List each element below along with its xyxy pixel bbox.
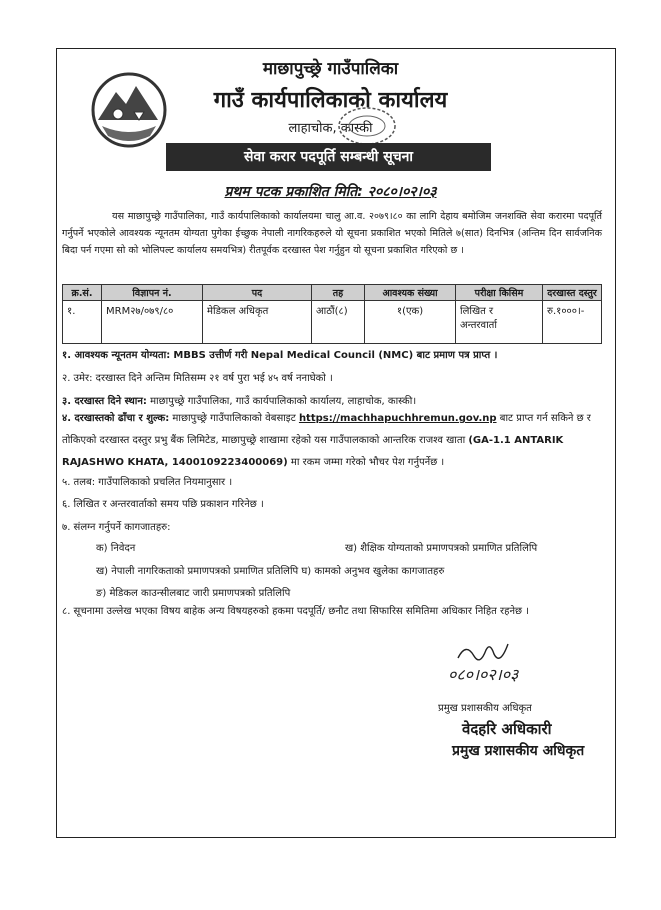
office-stamp: [335, 104, 399, 148]
cell-adv-no: MRM२७/०७९/८०: [102, 301, 203, 344]
cell-exam: [456, 301, 543, 344]
point-4-text-2: बाट प्राप्त गर्न सकिने छ र तोकिएको दरखास्त दस्तुर प्रभु बैंक लिमिटेड, माछापुच्छ्रे शाखामा रहेको यस गाउँपालकाको आन्तरिक राजश्व खाता: [62, 413, 591, 446]
handwritten-signature: [440, 636, 560, 686]
notice-title: सेवा करार पदपूर्ति सम्बन्धी सूचना: [166, 143, 491, 171]
publish-date: प्रथम पटक प्रकाशित मिति: २०८०।०२।०३: [224, 184, 437, 200]
cell-fee: रु.१०००।-: [543, 301, 602, 344]
office-name: गाउँ कार्यपालिकाको कार्यालय: [213, 88, 448, 113]
cell-post: मेडिकल अधिकृत: [203, 301, 312, 344]
col-level: तह: [312, 285, 365, 301]
point-4-text-1: माछापुच्छ्रे गाउँपालिकाको वेबसाइट: [172, 413, 296, 424]
municipality-name: माछापुच्छ्रे गाउँपालिका: [262, 59, 399, 79]
col-fee: दरखास्त दस्तुर: [543, 285, 602, 301]
table-header-row: [63, 285, 602, 301]
doc-item-d: ङ) मेडिकल काउन्सीलबाट जारी प्रमाणपत्रको प्रतिलिपि: [96, 588, 291, 599]
signatory-name: वेदहरि अधिकारी: [462, 720, 552, 738]
col-exam: परीक्षा किसिम: [456, 285, 543, 301]
point-6: ६. लिखित र अन्तरवार्ताको समय पछि प्रकाशन गरिनेछ ।: [62, 499, 264, 510]
intro-paragraph: यस माछापुच्छ्रे गाउँपालिका, गाउँ कार्यपालिकाको कार्यालयमा चालु आ.व. २०७९।८० का लागि देहाय बमोजिम जनशक्ति सेवा करारमा पदपूर्ति गर्नुपर्ने भएकोले आवश्यक न्यूनतम योग्यता पुगेका ईच्छुक नेपाली नागरिकहरुले यो सूचना प्रकाशित भएको मितिले ७(सात) दिनभित्र (अन्तिम दिन सार्वजनिक बिदा पर्न गएमा सो को भोलिपल्ट कार्यालय समयभित्र) रीतपूर्वक दरखास्त पेश गर्नुहुन यो सूचना प्रकाशित गरिएको छ ।: [62, 211, 602, 256]
signatory-title-small: प्रमुख प्रशासकीय अधिकृत: [438, 703, 532, 714]
point-3-text: माछापुच्छ्रे गाउँपालिका, गाउँ कार्यपालिकाको कार्यालय, लाहाचोक, कास्की।: [150, 396, 417, 407]
point-8: ८. सूचनामा उल्लेख भएका विषय बाहेक अन्य विषयहरुको हकमा पदपूर्ति/ छनौट तथा सिफारिस समितिमा अधिकार निहित रहनेछ ।: [62, 606, 529, 617]
col-adv-no: विज्ञापन नं.: [102, 285, 203, 301]
signatory-title: प्रमुख प्रशासकीय अधिकृत: [452, 743, 585, 759]
point-3-label: ३. दरखास्त दिने स्थान:: [62, 396, 147, 407]
point-1: [62, 346, 602, 365]
exam-line-1: लिखित र: [460, 306, 494, 317]
point-1-label: १. आवश्यक न्यूनतम योग्यता:: [62, 350, 171, 361]
cell-sn: १.: [63, 301, 102, 344]
vacancy-table: [62, 284, 602, 344]
doc-item-a: क) निवेदन: [96, 543, 136, 554]
col-sn: क्र.सं.: [63, 285, 102, 301]
point-4-text-3: मा रकम जम्मा गरेको भौचर पेश गर्नुपर्नेछ ।: [290, 457, 445, 468]
point-1-text: MBBS उत्तीर्ण गरी Nepal Medical Council (NMC) बाट प्रमाण पत्र प्राप्त ।: [173, 350, 498, 361]
point-7: ७. संलग्न गर्नुपर्ने कागजातहरु:: [62, 522, 171, 533]
point-2: २. उमेर: दरखास्त दिने अन्तिम मितिसम्म २१ वर्ष पुरा भई ४५ वर्ष ननाघेको ।: [62, 373, 333, 384]
doc-item-b: ख) शैक्षिक योग्यताको प्रमाणपत्रको प्रमाणित प्रतिलिपि: [345, 543, 538, 554]
exam-line-2: अन्तरवार्ता: [460, 320, 497, 331]
col-count: आवश्यक संख्या: [365, 285, 456, 301]
cell-count: १(एक): [365, 301, 456, 344]
table-row: [63, 301, 602, 344]
signature-date: ०८०।०२।०३: [448, 665, 519, 684]
bank-account: (GA-1.1 ANTARIK RAJASHWO KHATA, 1400109223400069): [62, 435, 564, 468]
cell-level: आठौं(८): [312, 301, 365, 344]
point-4: [62, 408, 602, 474]
doc-item-c: ख) नेपाली नागरिकताको प्रमाणपत्रको प्रमाणित प्रतिलिपि घ) कामको अनुभव खुलेका कागजातहरु: [96, 566, 445, 577]
point-4-label: ४. दरखास्तको ढाँचा र शुल्क:: [62, 413, 170, 424]
point-5: ५. तलब: गाउँपालिकाको प्रचलित नियमानुसार ।: [62, 477, 233, 488]
website-link[interactable]: https://machhapuchhremun.gov.np: [298, 413, 497, 424]
col-post: पद: [203, 285, 312, 301]
office-address: लाहाचोक, कास्की: [288, 121, 373, 136]
